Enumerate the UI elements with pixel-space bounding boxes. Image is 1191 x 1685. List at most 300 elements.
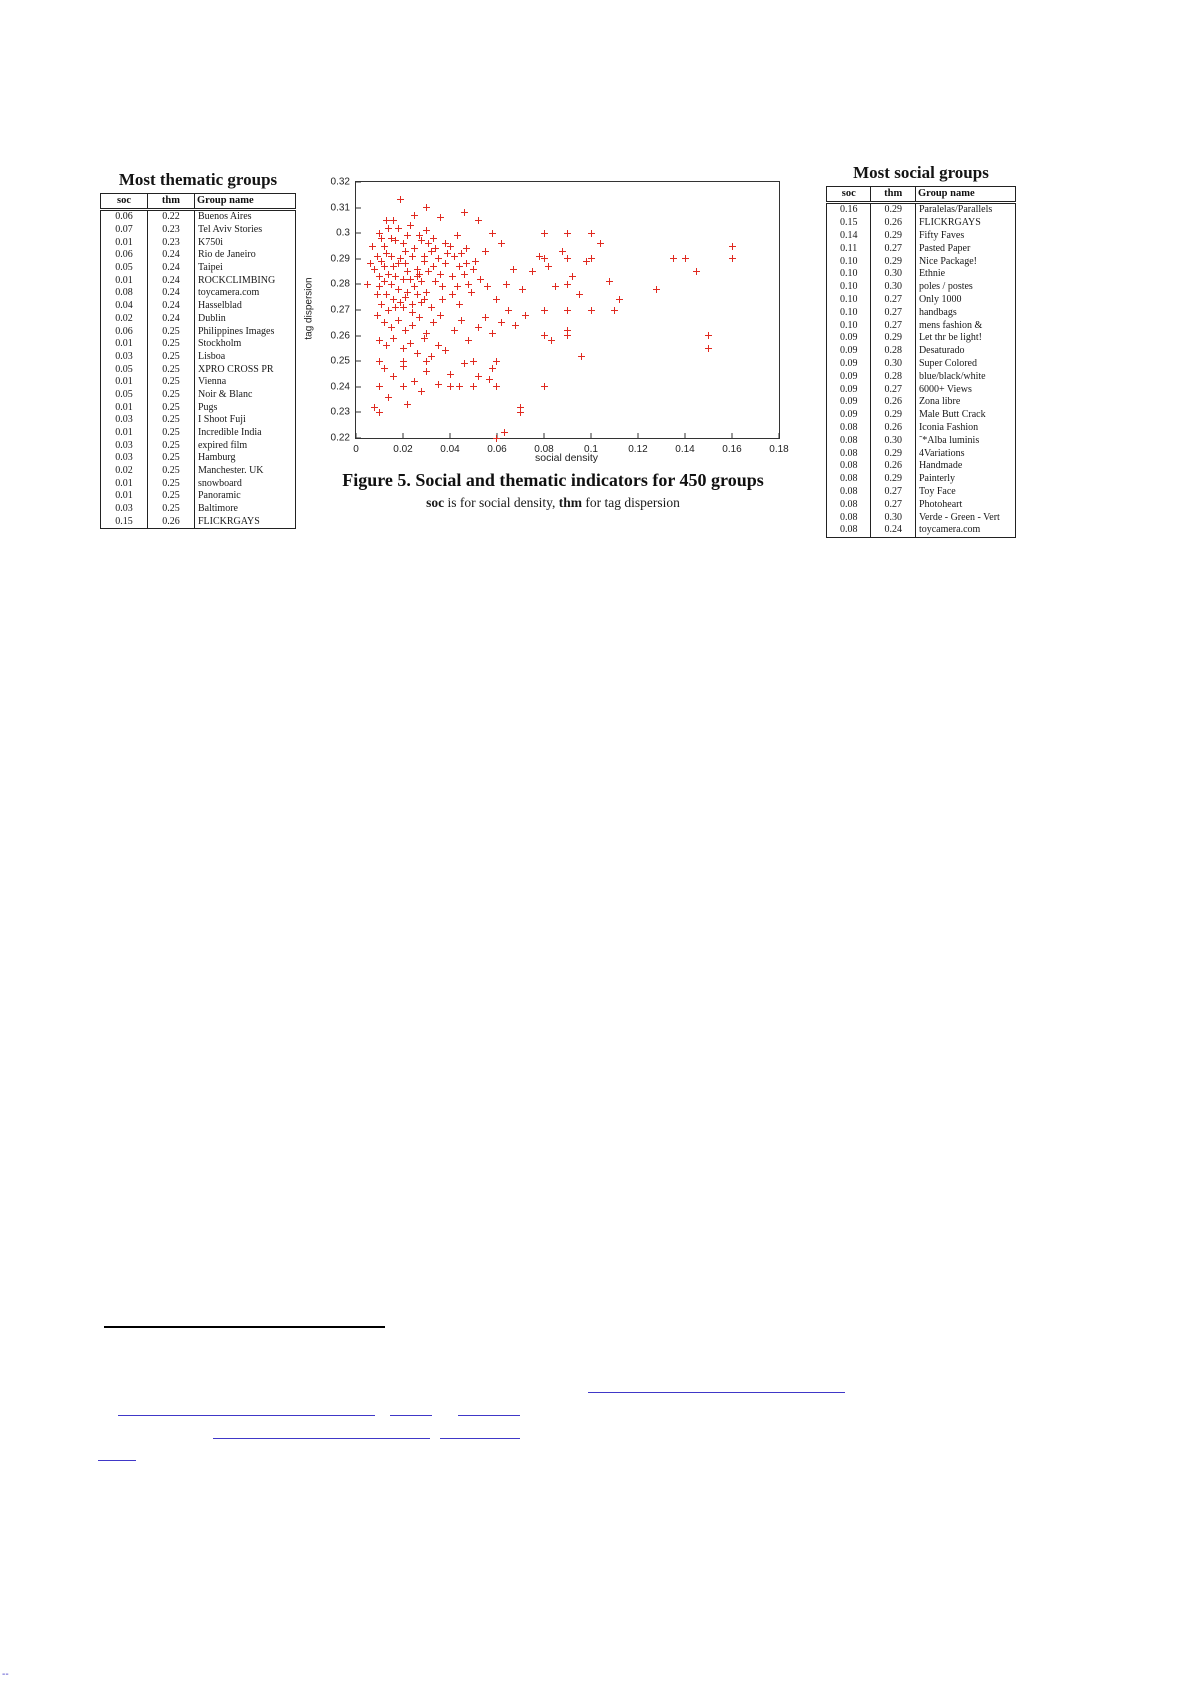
data-point-marker (392, 304, 399, 311)
data-point-marker (400, 345, 407, 352)
value-cell: 0.26 (871, 396, 915, 409)
value-cell: 0.25 (147, 338, 194, 351)
column-header: thm (871, 187, 915, 203)
y-tick-label: 0.26 (330, 330, 350, 342)
value-cell: 0.30 (871, 281, 915, 294)
x-tick-label: 0.1 (584, 444, 598, 455)
x-axis-tick (637, 433, 638, 438)
data-point-marker (442, 260, 449, 267)
table-row (101, 262, 296, 275)
x-tick-label: 0.04 (440, 444, 460, 455)
data-point-marker (392, 237, 399, 244)
data-point-marker (402, 260, 409, 267)
data-point-marker (470, 383, 477, 390)
data-point-marker (611, 307, 618, 314)
data-point-marker (411, 283, 418, 290)
data-point-marker (385, 307, 392, 314)
group-name-cell: Super Colored (915, 358, 1015, 371)
value-cell: 0.10 (839, 255, 858, 267)
value-cell: 0.09 (839, 357, 858, 369)
table-row (827, 370, 1016, 383)
footnote-link-underline[interactable] (213, 1438, 430, 1439)
data-point-marker (385, 225, 392, 232)
data-point-marker (578, 353, 585, 360)
footnote-separator-rule (104, 1326, 385, 1328)
data-point-marker (376, 337, 383, 344)
data-point-marker (486, 376, 493, 383)
data-point-marker (423, 204, 430, 211)
data-point-marker (564, 307, 571, 314)
data-point-marker (430, 319, 437, 326)
data-point-marker (470, 358, 477, 365)
data-point-marker (729, 243, 736, 250)
data-point-marker (468, 289, 475, 296)
value-cell: 0.26 (147, 516, 194, 529)
value-cell: 0.10 (839, 319, 858, 331)
data-point-marker (411, 212, 418, 219)
y-tick-label: 0.31 (330, 202, 350, 214)
table-row (101, 503, 296, 516)
group-name-cell: Incredible India (194, 427, 295, 440)
data-point-marker (705, 345, 712, 352)
data-point-marker (616, 296, 623, 303)
value-cell: 0.29 (871, 409, 915, 422)
value-cell: 0.09 (839, 345, 858, 357)
data-point-marker (402, 294, 409, 301)
group-name-cell: 6000+ Views (915, 383, 1015, 396)
column-header: Group name (194, 194, 295, 210)
value-cell: 0.22 (147, 210, 194, 224)
x-tick-label: 0.12 (628, 444, 648, 455)
table-row (101, 224, 296, 237)
value-cell: 0.25 (147, 490, 194, 503)
table-row (101, 452, 296, 465)
value-cell: 0.03 (115, 503, 133, 515)
data-point-marker (428, 304, 435, 311)
data-point-marker (489, 365, 496, 372)
value-cell: 0.30 (871, 511, 915, 524)
group-name-cell: Fifty Faves (915, 230, 1015, 243)
data-point-marker (588, 307, 595, 314)
data-point-marker (364, 281, 371, 288)
data-point-marker (510, 266, 517, 273)
value-cell: 0.01 (115, 427, 133, 439)
data-point-marker (670, 255, 677, 262)
data-point-marker (498, 240, 505, 247)
group-name-cell: expired film (194, 439, 295, 452)
data-point-marker (390, 296, 397, 303)
value-cell: 0.01 (115, 477, 133, 489)
value-cell: 0.24 (147, 313, 194, 326)
data-point-marker (423, 368, 430, 375)
data-point-marker (407, 222, 414, 229)
value-cell: 0.10 (839, 281, 858, 293)
data-point-marker (449, 273, 456, 280)
data-point-marker (421, 335, 428, 342)
data-point-marker (374, 291, 381, 298)
value-cell: 0.27 (871, 306, 915, 319)
data-point-marker (385, 394, 392, 401)
data-point-marker (381, 365, 388, 372)
footnote-link-underline[interactable] (118, 1415, 375, 1416)
data-point-marker (411, 245, 418, 252)
value-cell: 0.08 (839, 473, 858, 485)
value-cell: 0.02 (115, 465, 133, 477)
most-social-groups-table (826, 186, 1016, 538)
data-point-marker (493, 435, 500, 442)
group-name-cell: Stockholm (194, 338, 295, 351)
y-tick-label: 0.32 (330, 176, 350, 188)
group-name-cell: Manchester. UK (194, 465, 295, 478)
data-point-marker (423, 289, 430, 296)
value-cell: 0.16 (839, 204, 858, 216)
group-name-cell: Pasted Paper (915, 242, 1015, 255)
table-row (827, 358, 1016, 371)
value-cell: 0.30 (871, 268, 915, 281)
group-name-cell: snowboard (194, 477, 295, 490)
data-point-marker (407, 340, 414, 347)
group-name-cell: Male Butt Crack (915, 409, 1015, 422)
x-axis-tick (779, 433, 780, 438)
value-cell: 0.27 (871, 498, 915, 511)
y-tick-label: 0.24 (330, 381, 350, 393)
value-cell: 0.27 (871, 319, 915, 332)
data-point-marker (541, 230, 548, 237)
table-row (101, 236, 296, 249)
data-point-marker (430, 235, 437, 242)
data-point-marker (548, 337, 555, 344)
data-point-marker (388, 324, 395, 331)
y-axis-tick (356, 386, 361, 387)
data-point-marker (414, 291, 421, 298)
data-point-marker (489, 230, 496, 237)
data-point-marker (400, 383, 407, 390)
y-axis-tick (356, 233, 361, 234)
value-cell: 0.25 (147, 465, 194, 478)
footnote-link-underline[interactable] (458, 1415, 520, 1416)
column-header: Group name (915, 187, 1015, 203)
data-point-marker (432, 245, 439, 252)
data-point-marker (437, 271, 444, 278)
data-point-marker (409, 309, 416, 316)
data-point-marker (437, 214, 444, 221)
value-cell: 0.01 (115, 236, 133, 248)
column-header: soc (101, 194, 148, 210)
data-point-marker (463, 245, 470, 252)
data-point-marker (404, 232, 411, 239)
table-row (827, 396, 1016, 409)
table-row (101, 414, 296, 427)
table-row (101, 516, 296, 529)
table-row (827, 294, 1016, 307)
group-name-cell: Nice Package! (915, 255, 1015, 268)
value-cell: 0.08 (839, 485, 858, 497)
group-name-cell: K750i (194, 236, 295, 249)
value-cell: 0.02 (115, 312, 133, 324)
value-cell: 0.29 (871, 447, 915, 460)
data-point-marker (390, 217, 397, 224)
x-tick-label: 0.16 (722, 444, 742, 455)
data-point-marker (541, 332, 548, 339)
table-row (827, 447, 1016, 460)
value-cell: 0.03 (115, 439, 133, 451)
value-cell: 0.14 (839, 229, 858, 241)
group-name-cell: Desaturado (915, 345, 1015, 358)
value-cell: 0.01 (115, 490, 133, 502)
data-point-marker (439, 296, 446, 303)
group-name-cell: Photoheart (915, 498, 1015, 511)
y-axis-tick (356, 207, 361, 208)
data-point-marker (541, 255, 548, 262)
data-point-marker (475, 217, 482, 224)
y-tick-label: 0.28 (330, 278, 350, 290)
table-row (101, 439, 296, 452)
group-name-cell: Hasselblad (194, 300, 295, 313)
data-point-marker (421, 253, 428, 260)
group-name-cell: poles / postes (915, 281, 1015, 294)
value-cell: 0.10 (839, 268, 858, 280)
table-row (101, 274, 296, 287)
value-cell: 0.07 (115, 224, 133, 236)
footnote-link-underline[interactable] (390, 1415, 432, 1416)
value-cell: 0.25 (147, 503, 194, 516)
data-point-marker (519, 286, 526, 293)
data-point-marker (435, 255, 442, 262)
data-point-marker (456, 301, 463, 308)
table-row (827, 486, 1016, 499)
group-name-cell: Lisboa (194, 351, 295, 364)
group-name-cell: Toy Face (915, 486, 1015, 499)
data-point-marker (400, 304, 407, 311)
table-row (827, 230, 1016, 243)
data-point-marker (416, 314, 423, 321)
value-cell: 0.29 (871, 203, 915, 217)
value-cell: 0.25 (147, 351, 194, 364)
y-tick-label: 0.25 (330, 355, 350, 367)
data-point-marker (477, 276, 484, 283)
data-point-marker (423, 358, 430, 365)
value-cell: 0.08 (839, 524, 858, 536)
data-point-marker (588, 255, 595, 262)
group-name-cell: Zona libre (915, 396, 1015, 409)
subcaption-text-1: is for social density, (444, 495, 559, 510)
y-axis-tick (356, 284, 361, 285)
value-cell: 0.25 (147, 439, 194, 452)
value-cell: 0.28 (871, 370, 915, 383)
most-social-groups-table-block (826, 163, 1016, 538)
data-point-marker (559, 248, 566, 255)
data-point-marker (395, 317, 402, 324)
column-header: soc (827, 187, 871, 203)
group-name-cell: Hamburg (194, 452, 295, 465)
data-point-marker (484, 283, 491, 290)
table-row (827, 203, 1016, 217)
x-axis-tick (403, 433, 404, 438)
x-tick-label: 0.06 (487, 444, 507, 455)
data-point-marker (430, 263, 437, 270)
table-row (827, 217, 1016, 230)
footnote-link-underline[interactable] (440, 1438, 520, 1439)
value-cell: 0.05 (115, 363, 133, 375)
group-name-cell: ROCKCLIMBING (194, 274, 295, 287)
y-tick-label: 0.23 (330, 406, 350, 418)
value-cell: 0.27 (871, 486, 915, 499)
group-name-cell: Noir & Blanc (194, 389, 295, 402)
table-row (827, 460, 1016, 473)
table-row (101, 351, 296, 364)
x-tick-label: 0.14 (675, 444, 695, 455)
value-cell: 0.25 (147, 363, 194, 376)
y-axis-tick (356, 310, 361, 311)
data-point-marker (400, 276, 407, 283)
table-row (827, 383, 1016, 396)
table-row (827, 524, 1016, 537)
data-point-marker (395, 260, 402, 267)
y-tick-label: 0.3 (336, 227, 350, 239)
figure-caption: Figure 5. Social and thematic indicators for 450 groups (342, 470, 764, 490)
data-point-marker (409, 253, 416, 260)
footnote-link-underline[interactable] (588, 1392, 845, 1393)
value-cell: 0.01 (115, 401, 133, 413)
group-name-cell: ˜*Alba luminis (915, 434, 1015, 447)
data-point-marker (461, 209, 468, 216)
value-cell: 0.29 (871, 230, 915, 243)
table-row (101, 338, 296, 351)
y-tick-label: 0.29 (330, 253, 350, 265)
social-table-title: Most social groups (853, 163, 989, 182)
y-axis-tick (356, 361, 361, 362)
data-point-marker (367, 260, 374, 267)
data-point-marker (400, 358, 407, 365)
x-tick-label: 0.02 (393, 444, 413, 455)
data-point-marker (729, 255, 736, 262)
table-header-row (101, 194, 296, 210)
data-point-marker (653, 286, 660, 293)
group-name-cell: FLICKRGAYS (194, 516, 295, 529)
value-cell: 0.27 (871, 294, 915, 307)
data-point-marker (411, 378, 418, 385)
x-tick-label: 0.18 (769, 444, 789, 455)
data-point-marker (404, 268, 411, 275)
value-cell: 0.08 (839, 511, 858, 523)
data-point-marker (552, 283, 559, 290)
most-thematic-groups-table-block (100, 170, 296, 529)
y-axis-tick (356, 182, 361, 183)
value-cell: 0.24 (147, 300, 194, 313)
data-point-marker (442, 240, 449, 247)
group-name-cell: Let thr be light! (915, 332, 1015, 345)
data-point-marker (545, 263, 552, 270)
footnote-link-underline[interactable] (98, 1460, 136, 1461)
data-point-marker (569, 273, 576, 280)
table-row (827, 306, 1016, 319)
value-cell: 0.10 (839, 293, 858, 305)
table-row (101, 249, 296, 262)
table-row (101, 477, 296, 490)
table-row (827, 332, 1016, 345)
value-cell: 0.23 (147, 236, 194, 249)
data-point-marker (400, 240, 407, 247)
data-point-marker (472, 258, 479, 265)
data-point-marker (493, 358, 500, 365)
data-point-marker (414, 273, 421, 280)
group-name-cell: Iconia Fashion (915, 422, 1015, 435)
data-point-marker (498, 319, 505, 326)
data-point-marker (376, 383, 383, 390)
value-cell: 0.29 (871, 255, 915, 268)
subcaption-thm-term: thm (558, 495, 582, 510)
value-cell: 0.15 (115, 515, 133, 527)
data-point-marker (414, 350, 421, 357)
value-cell: 0.25 (147, 325, 194, 338)
group-name-cell: handbags (915, 306, 1015, 319)
data-point-marker (383, 291, 390, 298)
y-axis-tick (356, 412, 361, 413)
data-point-marker (383, 217, 390, 224)
data-point-marker (522, 312, 529, 319)
group-name-cell: Only 1000 (915, 294, 1015, 307)
data-point-marker (376, 283, 383, 290)
table-row (101, 363, 296, 376)
data-point-marker (461, 360, 468, 367)
group-name-cell: Painterly (915, 473, 1015, 486)
value-cell: 0.04 (115, 300, 133, 312)
x-axis-tick (591, 433, 592, 438)
value-cell: 0.27 (871, 242, 915, 255)
value-cell: 0.29 (871, 473, 915, 486)
value-cell: 0.11 (840, 242, 858, 254)
data-point-marker (564, 255, 571, 262)
group-name-cell: blue/black/white (915, 370, 1015, 383)
data-point-marker (475, 324, 482, 331)
most-thematic-groups-table (100, 193, 296, 529)
data-point-marker (454, 283, 461, 290)
data-point-marker (381, 263, 388, 270)
data-point-marker (376, 358, 383, 365)
table-row (101, 401, 296, 414)
data-point-marker (512, 322, 519, 329)
value-cell: 0.09 (839, 383, 858, 395)
value-cell: 0.03 (115, 350, 133, 362)
table-row (101, 376, 296, 389)
value-cell: 0.05 (115, 262, 133, 274)
table-row (827, 281, 1016, 294)
value-cell: 0.30 (871, 358, 915, 371)
subcaption-text-2: for tag dispersion (582, 495, 680, 510)
y-axis-tick (356, 335, 361, 336)
value-cell: 0.26 (871, 460, 915, 473)
value-cell: 0.30 (871, 434, 915, 447)
table-row (101, 465, 296, 478)
x-axis-tick (544, 433, 545, 438)
data-point-marker (493, 383, 500, 390)
data-point-marker (465, 337, 472, 344)
table-row (827, 422, 1016, 435)
data-point-marker (385, 271, 392, 278)
table-row (101, 287, 296, 300)
group-name-cell: 4Variations (915, 447, 1015, 460)
table-row (827, 434, 1016, 447)
data-point-marker (493, 296, 500, 303)
data-point-marker (442, 347, 449, 354)
value-cell: 0.03 (115, 452, 133, 464)
data-point-marker (397, 196, 404, 203)
value-cell: 0.28 (871, 345, 915, 358)
value-cell: 0.23 (147, 224, 194, 237)
data-point-marker (404, 401, 411, 408)
data-point-marker (369, 243, 376, 250)
x-axis-tick (450, 433, 451, 438)
